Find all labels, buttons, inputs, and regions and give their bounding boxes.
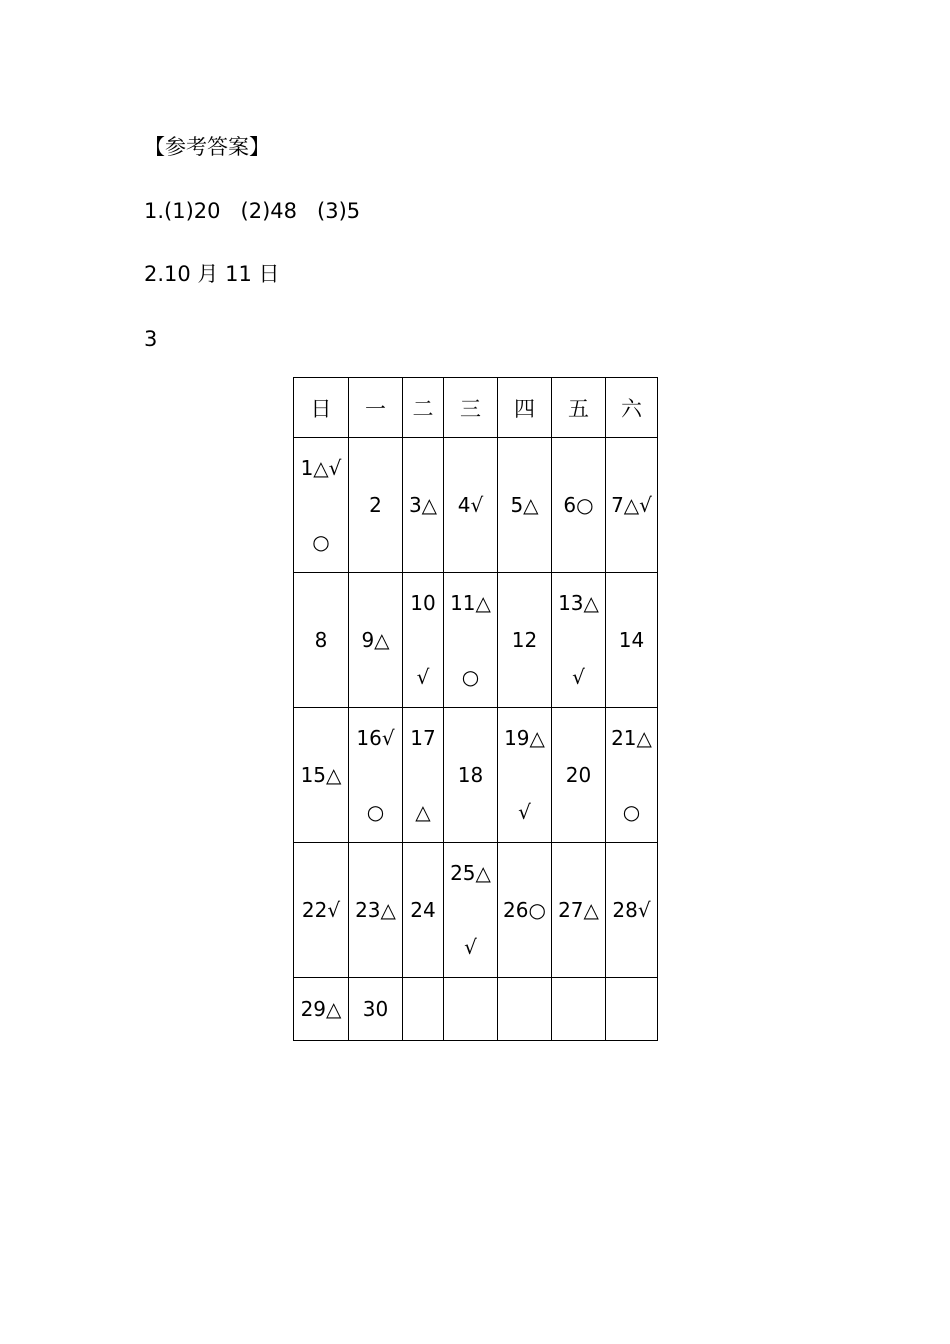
day-cell xyxy=(294,438,349,573)
day-cell-text: 8 xyxy=(314,627,328,652)
day-cell-text: 22√ xyxy=(301,897,341,922)
day-cell xyxy=(294,708,349,843)
day-cell-text: 11△ ○ xyxy=(450,590,491,689)
day-cell-text: 26○ xyxy=(503,897,546,922)
weekday-sun: 日 xyxy=(294,378,349,438)
day-cell-text: 13△ √ xyxy=(558,590,599,689)
day-cell-text: 5△ xyxy=(510,492,539,517)
day-cell-text: 12 xyxy=(511,627,538,652)
day-cell xyxy=(349,573,403,708)
weekday-header-row xyxy=(294,378,658,438)
day-cell-text: 29△ xyxy=(300,996,342,1021)
day-cell-text: 2 xyxy=(369,492,382,517)
day-cell-text: 24 xyxy=(410,897,436,922)
week-row-4 xyxy=(294,843,658,978)
day-cell-text: 9△ xyxy=(361,627,390,652)
day-cell xyxy=(403,573,444,708)
day-cell-text: 25△ √ xyxy=(450,860,491,959)
day-cell xyxy=(444,708,498,843)
day-cell xyxy=(403,708,444,843)
day-cell-text: 17 △ xyxy=(410,725,436,824)
day-cell-text: 10 √ xyxy=(410,590,436,689)
day-cell-text: 1△√ ○ xyxy=(300,455,342,554)
day-cell xyxy=(294,573,349,708)
day-cell xyxy=(349,843,403,978)
day-cell-text: 30 xyxy=(362,996,389,1021)
week-row-2 xyxy=(294,573,658,708)
day-cell xyxy=(552,708,606,843)
answer-heading: 【参考答案】 xyxy=(144,135,270,159)
day-cell xyxy=(349,438,403,573)
day-cell xyxy=(606,843,658,978)
day-cell-text: 6○ xyxy=(563,492,594,517)
day-cell xyxy=(444,843,498,978)
day-cell-text: 20 xyxy=(565,762,592,787)
day-cell xyxy=(552,978,606,1041)
day-cell-text: 19△ √ xyxy=(504,725,545,824)
answer-2: 2.10 月 11 日 xyxy=(144,262,280,286)
day-cell xyxy=(403,978,444,1041)
day-cell xyxy=(498,978,552,1041)
day-cell-text: 28√ xyxy=(612,897,651,922)
day-cell xyxy=(444,438,498,573)
day-cell-text: 16√ ○ xyxy=(356,725,395,824)
day-cell xyxy=(403,438,444,573)
day-cell-text: 15△ xyxy=(300,762,342,787)
day-cell xyxy=(606,573,658,708)
day-cell-text: 21△ ○ xyxy=(611,725,652,824)
calendar-table xyxy=(293,377,658,1041)
day-cell xyxy=(349,978,403,1041)
day-cell xyxy=(498,843,552,978)
week-row-5 xyxy=(294,978,658,1041)
day-cell-text: 27△ xyxy=(558,897,599,922)
day-cell xyxy=(498,573,552,708)
day-cell xyxy=(498,438,552,573)
day-cell xyxy=(403,843,444,978)
weekday-tue: 二 xyxy=(403,378,444,438)
day-cell xyxy=(498,708,552,843)
day-cell xyxy=(444,978,498,1041)
day-cell xyxy=(606,438,658,573)
day-cell-text: 23△ xyxy=(355,897,396,922)
weekday-thu: 四 xyxy=(498,378,552,438)
answer-1: 1.(1)20 (2)48 (3)5 xyxy=(144,199,361,223)
weekday-wed: 三 xyxy=(444,378,498,438)
day-cell-text: 3△ xyxy=(408,492,438,517)
day-cell xyxy=(552,438,606,573)
day-cell-text: 4√ xyxy=(457,492,484,517)
day-cell xyxy=(294,843,349,978)
day-cell-text: 7△√ xyxy=(611,492,652,517)
answer-3-label: 3 xyxy=(144,327,158,351)
weekday-fri: 五 xyxy=(552,378,606,438)
day-cell xyxy=(552,843,606,978)
day-cell-text: 14 xyxy=(618,627,645,652)
day-cell xyxy=(349,708,403,843)
day-cell xyxy=(606,708,658,843)
day-cell xyxy=(294,978,349,1041)
week-row-1 xyxy=(294,438,658,573)
day-cell-text: 18 xyxy=(457,762,484,787)
day-cell xyxy=(444,573,498,708)
week-row-3 xyxy=(294,708,658,843)
weekday-mon: 一 xyxy=(349,378,403,438)
weekday-sat: 六 xyxy=(606,378,658,438)
day-cell xyxy=(552,573,606,708)
day-cell xyxy=(606,978,658,1041)
